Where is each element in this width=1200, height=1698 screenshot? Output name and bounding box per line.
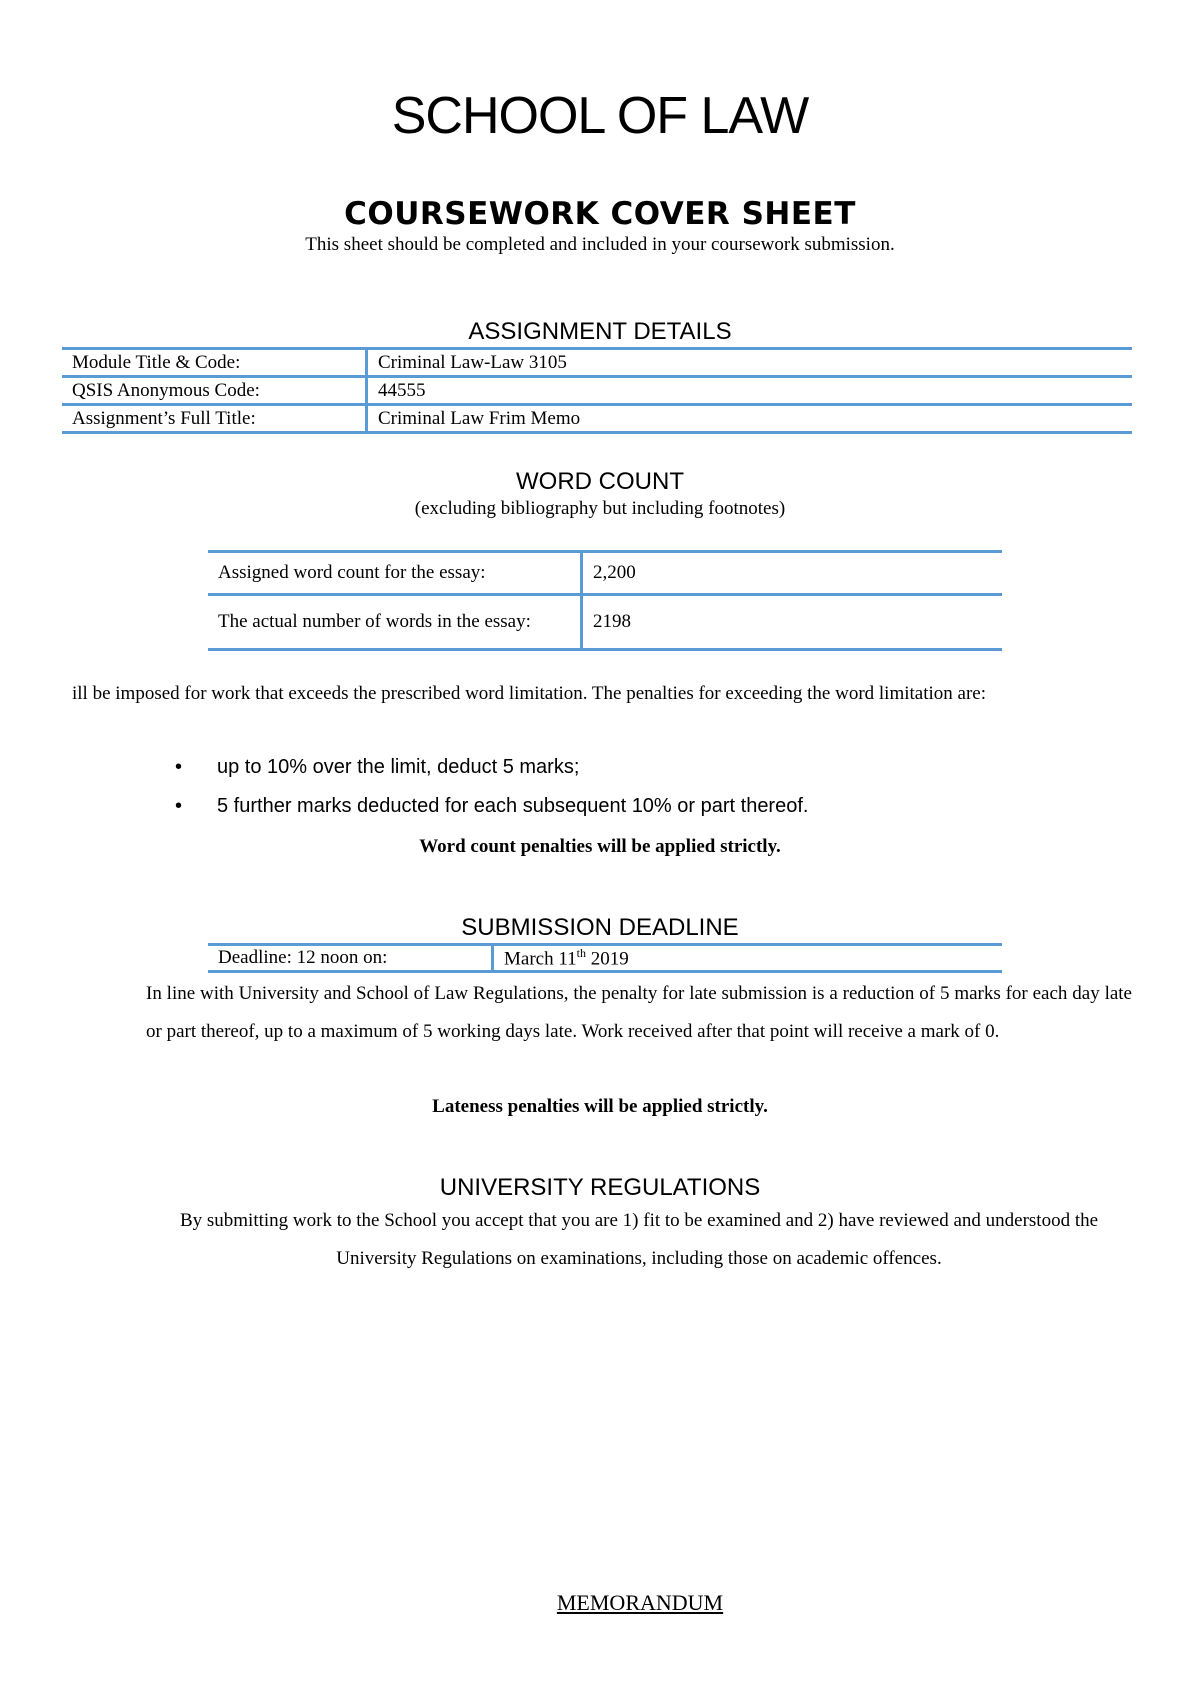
actual-word-count-value: 2198 [582,595,1003,650]
memorandum-heading: MEMORANDUM [556,1590,724,1615]
cover-sheet-subtitle: This sheet should be completed and included in your coursework submission. [305,234,895,255]
assigned-word-count-value: 2,200 [582,552,1003,595]
cover-sheet-title: COURSEWORK COVER SHEET [344,196,856,232]
deadline-value: March 11th 2019 [493,945,1003,972]
word-count-table [208,550,1002,651]
assignment-details-table [62,347,1132,434]
anonymous-code-label: QSIS Anonymous Code: [62,377,367,405]
university-regulations-heading: UNIVERSITY REGULATIONS [439,1174,761,1201]
bullet-text: 5 further marks deducted for each subsequent 10% or part thereof. [217,795,809,817]
table-row [62,377,1132,405]
list-item [175,795,808,818]
submission-deadline-heading: SUBMISSION DEADLINE [461,914,739,941]
module-title-value: Criminal Law-Law 3105 [367,349,1133,377]
deadline-table [208,943,1002,973]
table-row [208,552,1002,595]
table-row [208,945,1002,972]
school-title: SCHOOL OF LAW [391,87,809,145]
lateness-strict-note: Lateness penalties will be applied strictly. [432,1096,768,1117]
anonymous-code-value: 44555 [367,377,1133,405]
regulations-text: By submitting work to the School you accept that you are 1) fit to be examined and 2) have reviewed and understood the University Regulations on examinations, including those on academic offences. [179,1210,1099,1269]
word-penalty-text: ill be imposed for work that exceeds the prescribed word limitation. The penalties for exceeding the word limitation are: [72,683,987,704]
list-item [175,756,579,779]
word-count-heading: WORD COUNT [516,468,684,495]
assignment-title-value: Criminal Law Frim Memo [367,405,1133,433]
bullet-text: up to 10% over the limit, deduct 5 marks; [217,756,580,778]
table-row [62,349,1132,377]
bullet-icon: • [175,756,183,778]
deadline-label: Deadline: 12 noon on: [208,945,493,972]
late-penalty-text: In line with University and School of Law Regulations, the penalty for late submission is a reduction of 5 marks for each day late or part thereof, up to a maximum of 5 working days late. Work received after that point will receive a mark of 0. [146,983,1132,1042]
assignment-details-heading: ASSIGNMENT DETAILS [468,318,732,345]
assigned-word-count-label: Assigned word count for the essay: [208,552,582,595]
table-row [62,405,1132,433]
bullet-icon: • [175,795,183,817]
actual-word-count-label: The actual number of words in the essay: [208,595,582,650]
assignment-title-label: Assignment’s Full Title: [62,405,367,433]
table-row [208,595,1002,650]
word-count-strict-note: Word count penalties will be applied strictly. [419,836,781,857]
module-title-label: Module Title & Code: [62,349,367,377]
word-count-note: (excluding bibliography but including footnotes) [414,498,786,519]
